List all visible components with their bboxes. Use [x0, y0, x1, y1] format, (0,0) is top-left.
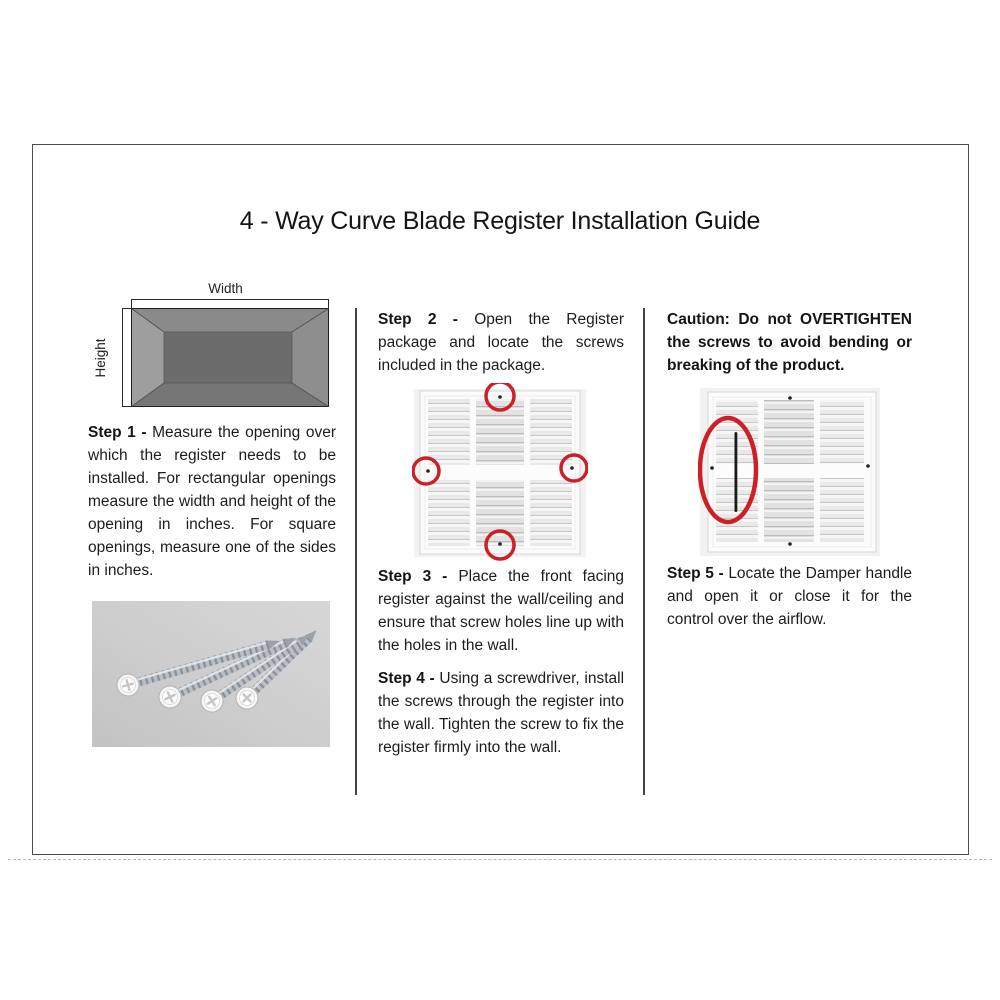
caution-text: Caution: Do not OVERTIGHTEN the screws to avoid bending or breaking of the product.: [667, 311, 912, 374]
dashed-cut-line: [8, 859, 992, 860]
damper-handle: [735, 432, 738, 512]
step2-paragraph: [378, 308, 624, 377]
step3-paragraph: [378, 565, 624, 657]
caution-paragraph: [667, 308, 912, 377]
page-title: 4 - Way Curve Blade Register Installation Guide: [239, 207, 761, 235]
register-photo-screw-holes: [412, 383, 588, 563]
step4-paragraph: [378, 667, 624, 759]
step1-label: Step 1 -: [88, 424, 147, 441]
step4-text: Using a screwdriver, install the screws through the register into the wall. Tighten the screw to fix the register firmly into the wall.: [378, 670, 625, 756]
step2-text: Open the Register package and locate the screws included in the package.: [378, 311, 625, 374]
step3-label: Step 3 -: [378, 568, 448, 585]
step5-label: Step 5 -: [667, 565, 724, 582]
step5-paragraph: [667, 562, 912, 631]
column-divider-left: [355, 308, 357, 795]
register-photo-damper-handle: [698, 386, 882, 558]
step3-text: Place the front facing register against the wall/ceiling and ensure that screw holes line up with the holes in the wall.: [378, 568, 624, 654]
column-divider-right: [643, 308, 645, 795]
step2-label: Step 2 -: [378, 311, 458, 328]
step5-text: Locate the Damper handle and open it or close it for the control over the airflow.: [667, 565, 912, 628]
screws-photo: [92, 601, 330, 747]
height-label: Height: [93, 338, 108, 378]
step4-label: Step 4 -: [378, 670, 435, 687]
width-label: Width: [208, 281, 243, 296]
step1-text: Measure the opening over which the register needs to be installed. For rectangular openings measure the width and height of the opening in inches. For square openings, measure one of the sides in inches.: [88, 424, 337, 579]
opening-diagram: [122, 299, 329, 408]
step1-paragraph: [88, 421, 336, 582]
